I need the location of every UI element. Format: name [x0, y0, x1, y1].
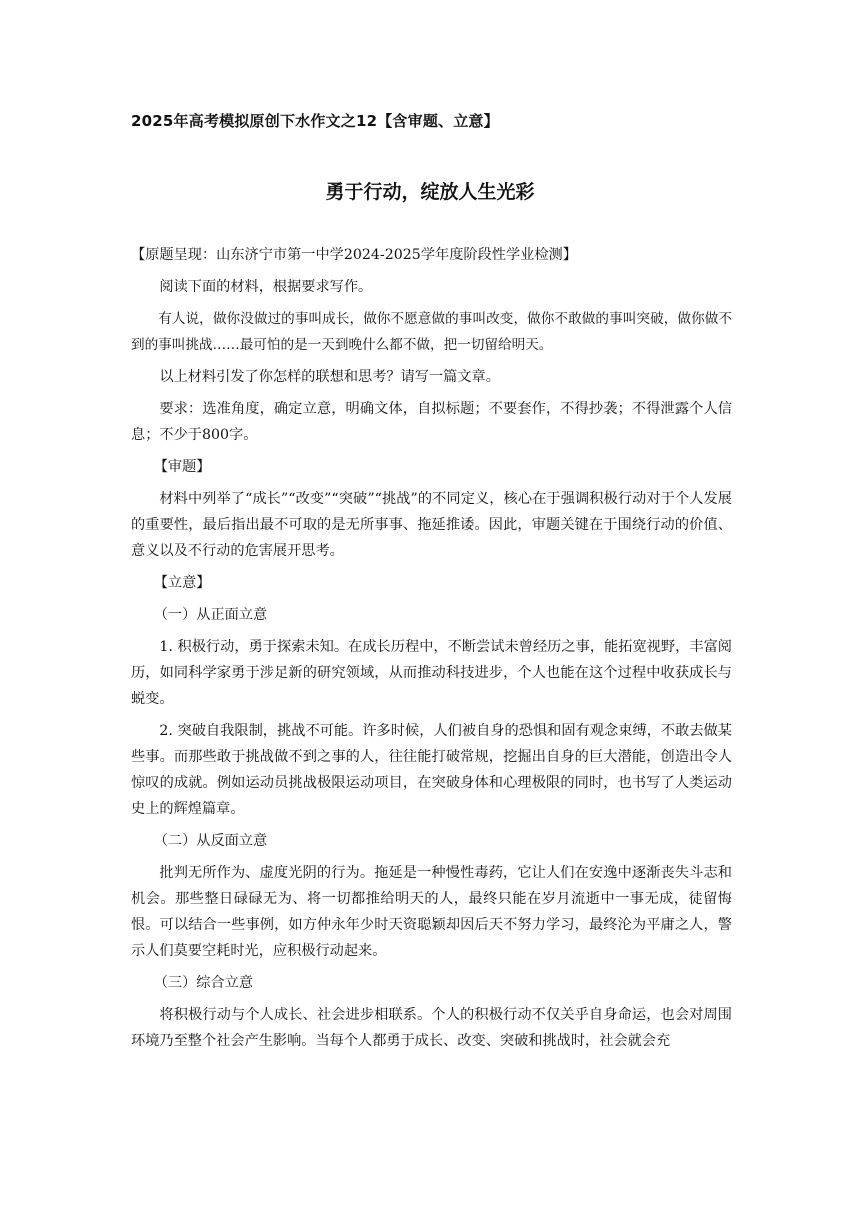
theme-heading: 【立意】 [153, 575, 211, 591]
material-paragraph: 有人说，做你没做过的事叫成长，做你不愿意做的事叫改变，做你不敢做的事叫突破，做你做不到的事叫挑战……最可怕的是一天到晚什么都不做，把一切留给明天。 [131, 311, 732, 353]
positive-point-1: 1. 积极行动，勇于探索未知。在成长历程中，不断尝试未曾经历之事，能拓宽视野，丰富阅历，如同科学家勇于涉足新的研究领域，从而推动科技进步，个人也能在这个过程中收获成长与蜕变。 [131, 639, 732, 707]
combined-heading: （三）综合立意 [153, 975, 254, 991]
document-body [131, 242, 732, 1060]
essay-title: 勇于行动，绽放人生光彩 [325, 181, 535, 203]
negative-heading: （二）从反面立意 [153, 833, 268, 849]
document-header-title: 2025年高考模拟原创下水作文之12【含审题、立意】 [131, 112, 499, 130]
source-line: 【原题呈现：山东济宁市第一中学2024-2025学年度阶段性学业检测】 [131, 247, 577, 263]
positive-point-2: 2. 突破自我限制，挑战不可能。许多时候，人们被自身的恐惧和固有观念束缚，不敢去做某些事。而那些敢于挑战做不到之事的人，往往能打破常规，挖掘出自身的巨大潜能，创造出令人惊叹的成就。例如运动员挑战极限运动项目，在突破身体和心理极限的同时，也书写了人类运动史上的辉煌篇章。 [131, 723, 732, 817]
positive-heading: （一）从正面立意 [153, 607, 268, 623]
instruction-line: 阅读下面的材料，根据要求写作。 [159, 279, 373, 295]
analysis-paragraph: 材料中列举了“成长”“改变”“突破”“挑战”的不同定义，核心在于强调积极行动对于个人发展的重要性，最后指出最不可取的是无所事事、拖延推诿。因此，审题关键在于围绕行动的价值、意义以及不行动的危害展开思考。 [131, 491, 732, 559]
negative-paragraph: 批判无所作为、虚度光阴的行为。拖延是一种慢性毒药，它让人们在安逸中逐渐丧失斗志和机会。那些整日碌碌无为、将一切都推给明天的人，最终只能在岁月流逝中一事无成，徒留悔恨。可以结合一些事例，如方仲永年少时天资聪颖却因后天不努力学习，最终沦为平庸之人，警示人们莫要空耗时光，应积极行动起来。 [131, 865, 732, 959]
analysis-heading: 【审题】 [153, 459, 211, 475]
prompt-line: 以上材料引发了你怎样的联想和思考？请写一篇文章。 [159, 369, 500, 385]
requirements-paragraph: 要求：选准角度，确定立意，明确文体，自拟标题；不要套作，不得抄袭；不得泄露个人信息；不少于800字。 [131, 401, 732, 443]
combined-paragraph: 将积极行动与个人成长、社会进步相联系。个人的积极行动不仅关乎自身命运，也会对周围环境乃至整个社会产生影响。当每个人都勇于成长、改变、突破和挑战时，社会就会充 [131, 1007, 732, 1049]
